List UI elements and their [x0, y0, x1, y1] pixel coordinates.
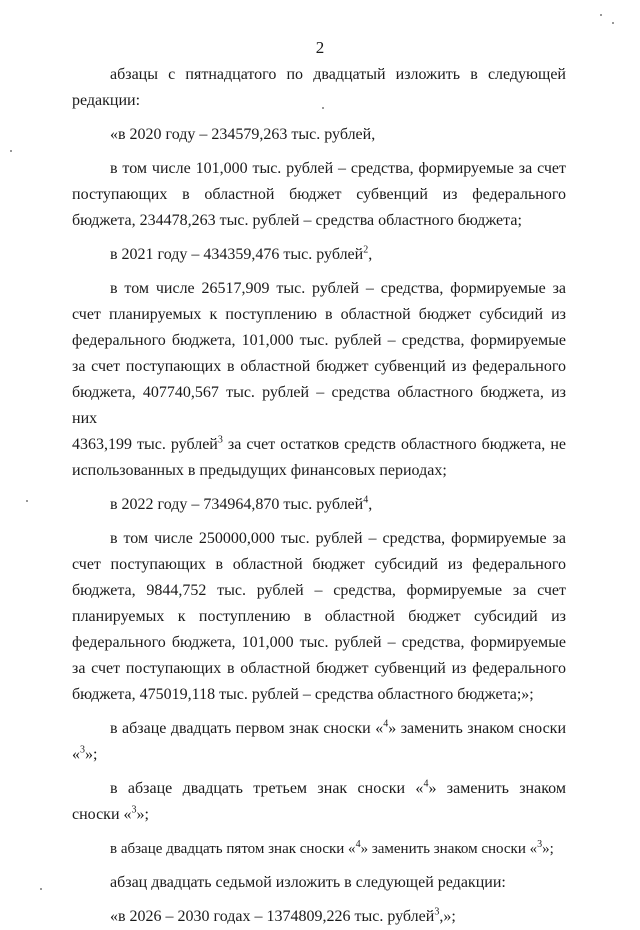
footnote-mark: 4 — [355, 839, 361, 850]
footnote-mark: 3 — [217, 434, 223, 446]
paragraph-2: «в 2020 году – 234579,263 тыс. рублей, — [110, 126, 376, 143]
scan-speck — [10, 150, 12, 152]
paragraph-8: в том числе 250000,000 тыс. рублей – средства, формируемые за счет поступающих в областной бюджет субсидий из федерального бюджета, 9844,752 тыс. рублей – средства, формируемые за счет планируемых к поступлению в областной бюджет субсидий из федерального бюджета, 101,000 тыс. рублей – средства, формируемые за счет поступающих в областной бюджет субвенций из федерального бюджета, 475019,118 тыс. рублей – средства областного бюджета;»; — [72, 530, 566, 703]
footnote-mark: 4 — [423, 778, 429, 790]
footnote-mark: 3 — [434, 906, 440, 918]
paragraph-6: 4363,199 тыс. рублей$^3$ за счет остатков средств областного бюджета, не использованных в предыдущих финансовых периодах; — [72, 434, 566, 479]
footnote-mark: 4 — [383, 718, 389, 730]
footnote-mark: 2 — [363, 244, 369, 256]
paragraph-11: в абзаце двадцать пятом знак сноски «$^4$» заменить знаком сноски «$^3$»; — [110, 839, 554, 857]
paragraph-12: абзац двадцать седьмой изложить в следующей редакции: — [110, 874, 506, 891]
scan-speck — [612, 22, 614, 24]
paragraph-1: абзацы с пятнадцатого по двадцатый изложить в следующей редакции: — [72, 66, 566, 109]
paragraph-4: в 2021 году – 434359,476 тыс. рублей$^2$, — [110, 244, 373, 263]
scan-speck — [40, 888, 42, 890]
footnote-mark: 4 — [363, 494, 369, 506]
page-number: 2 — [315, 38, 325, 57]
document-body — [72, 62, 566, 930]
paragraph-10: в абзаце двадцать третьем знак сноски «$^4$» заменить знаком сноски «$^3$»; — [72, 778, 567, 823]
scan-speck — [600, 14, 602, 16]
paragraph-7: в 2022 году – 734964,870 тыс. рублей$^4$, — [110, 494, 373, 513]
paragraph-5: в том числе 26517,909 тыс. рублей – средства, формируемые за счет планируемых к поступлению в областной бюджет субсидий из федерального бюджета, 101,000 тыс. рублей – средства, формируемые за счет поступающих в областной бюджет субвенций из федерального бюджета, 407740,567 тыс. рублей – средства областного бюджета, из них — [72, 280, 566, 427]
paragraph-13: «в 2026 – 2030 годах – 1374809,226 тыс. рублей$^3$,»; — [110, 906, 456, 925]
scan-speck — [26, 500, 28, 502]
paragraph-3: в том числе 101,000 тыс. рублей – средства, формируемые за счет поступающих в областной бюджет субвенций из федерального бюджета, 234478,263 тыс. рублей – средства областного бюджета; — [72, 160, 566, 229]
scan-speck — [322, 107, 324, 109]
footnote-mark: 3 — [131, 804, 137, 816]
paragraph-9: в абзаце двадцать первом знак сноски «$^4$» заменить знаком сноски «$^3$»; — [72, 718, 567, 763]
footnote-mark: 3 — [80, 744, 85, 756]
footnote-mark: 3 — [537, 839, 543, 850]
